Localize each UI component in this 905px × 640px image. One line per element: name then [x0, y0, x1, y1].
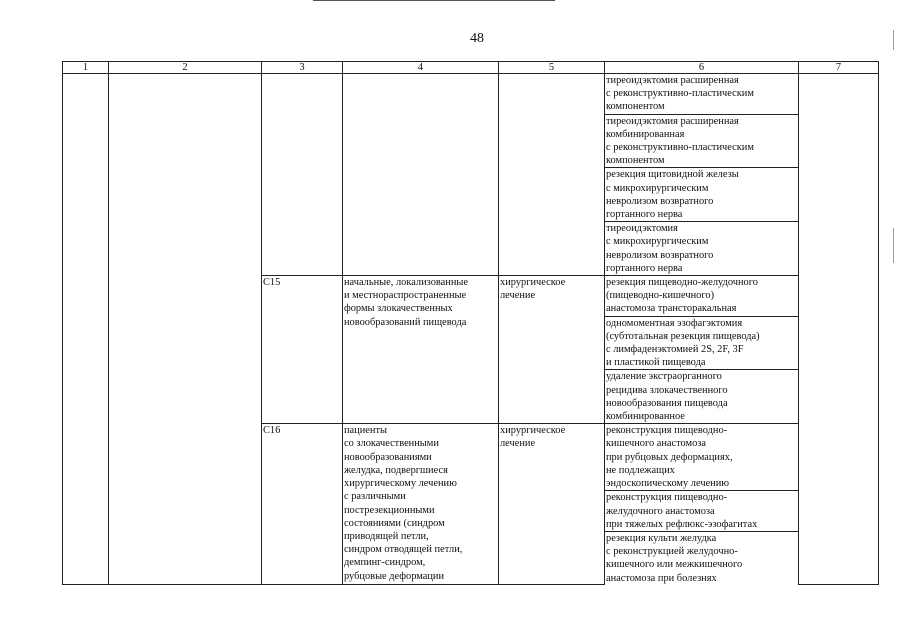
- column-number: 3: [262, 62, 343, 74]
- procedure-cell: реконструкция пищеводно- кишечного анастомоза при рубцовых деформациях, не подлежащих эндоскопическому лечению: [605, 424, 799, 491]
- cell-profile: [109, 74, 262, 585]
- procedure-cell: одномоментная эзофагэктомия (субтотальная резекция пищевода) с лимфаденэктомией 2S, 2F, 3F и пластикой пищевода: [605, 316, 799, 370]
- column-number: 4: [343, 62, 499, 74]
- page-number: 48: [470, 31, 484, 46]
- patient-model-cell: пациенты со злокачественными новообразованиями желудка, подвергшиеся хирургическому лечению с различными пострезекционными состояниями (синдром приводящей петли, синдром отводящей петли, демпинг-синдром, рубцовые деформации: [343, 424, 499, 585]
- code-cell: С16: [262, 424, 343, 585]
- column-number: 6: [605, 62, 799, 74]
- column-number: 5: [499, 62, 605, 74]
- treatment-cell: хирургическое лечение: [499, 424, 605, 585]
- procedure-cell: тиреоидэктомия расширенная комбинированная с реконструктивно-пластическим компонентом: [605, 114, 799, 168]
- column-number: 7: [799, 62, 879, 74]
- cell-cost: [799, 74, 879, 585]
- code-cell: С15: [262, 276, 343, 424]
- margin-mark: [893, 228, 894, 263]
- column-number: 2: [109, 62, 262, 74]
- patient-model-cell: начальные, локализованные и местнораспространенные формы злокачественных новообразований пищевода: [343, 276, 499, 424]
- procedure-cell: тиреоидэктомия расширенная с реконструктивно-пластическим компонентом: [605, 74, 799, 115]
- medical-care-table: [62, 61, 879, 585]
- cell-patient-model: [343, 74, 499, 276]
- treatment-cell: хирургическое лечение: [499, 276, 605, 424]
- column-number-row: [63, 62, 879, 74]
- cell-code: [262, 74, 343, 276]
- procedure-cell: удаление экстраорганного рецидива злокачественного новообразования пищевода комбинированное: [605, 370, 799, 424]
- procedure-cell: реконструкция пищеводно- желудочного анастомоза при тяжелых рефлюкс-эзофагитах: [605, 491, 799, 532]
- procedure-cell: тиреоидэктомия с микрохирургическим невролизом возвратного гортанного нерва: [605, 222, 799, 276]
- cell-treatment: [499, 74, 605, 276]
- procedure-cell: резекция культи желудка с реконструкцией желудочно- кишечного или межкишечного анастомоза при болезнях: [605, 531, 799, 584]
- margin-mark: [893, 30, 894, 50]
- top-rule: [313, 0, 555, 1]
- column-number: 1: [63, 62, 109, 74]
- cell-index: [63, 74, 109, 585]
- procedure-cell: резекция пищеводно-желудочного (пищеводно-кишечного) анастомоза трансторакальная: [605, 276, 799, 317]
- table-row: [63, 74, 879, 115]
- procedure-cell: резекция щитовидной железы с микрохирургическим невролизом возвратного гортанного нерва: [605, 168, 799, 222]
